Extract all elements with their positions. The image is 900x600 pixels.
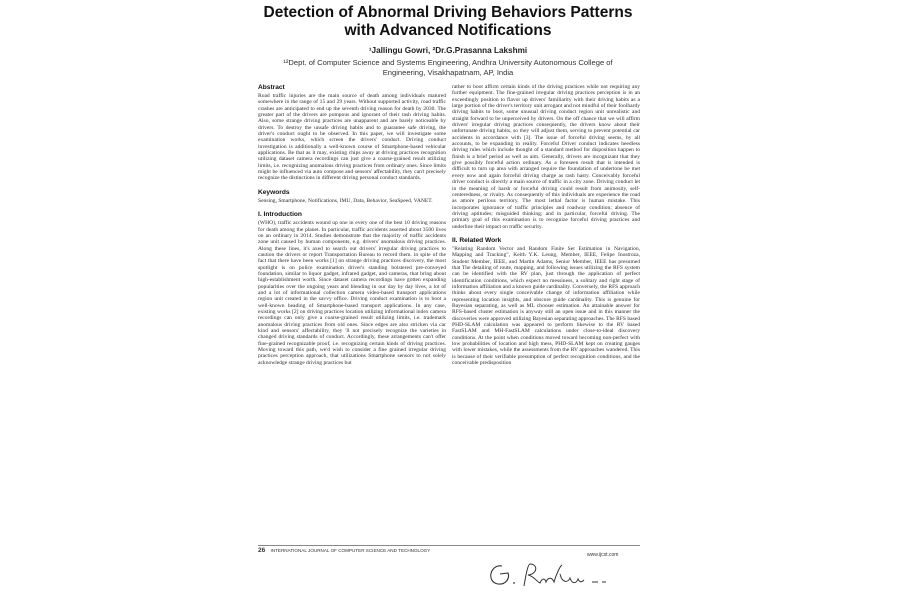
affiliation xyxy=(232,58,664,78)
abstract-text: Road traffic injuries are the main source of death among individuals matured somewhere in the range of 15 and 29 years. Without supported activity, road traffic crashes are anticipated to end up the seventh driving reason for death by 2030. The greater part of the drivers are pompous and ignorant of their rash driving habits. Also, some strange driving practices are unapparent and are barely noticeable by drivers. To destroy the unsafe driving habits and to guarantee safe driving, the driver's conduct ought to be observed. In this paper, we will investigate some examination works, which screen the drivers' conduct. Driving conduct investigation is additionally a well-known course of Smartphone-based vehicular applications. Be that as it may, existing chips away at driving practices recognition utilizing dataset camera recordings can just give a coarse-grained result utilizing limits, i.e. recognizing anomalous driving practices from ordinary ones. Since limits might be influenced via auto compose and sensors' affectability, they can't precisely recognize the distinctions in different driving personal conduct standards. xyxy=(258,93,446,182)
introduction-continued-text: rather to boot affirm certain kinds of the driving practices while not requiring any further equipment. The fine-grained irregular driving practices perception is in an exceedingly position to flavor up drivers' familiarity with their driving habits as a large portion of the driver's territory unit arrogant and not mindful of their foolhardy driving habits to boot, some unusual driving conduct region unit unrealistic and straight forward to be unperceived by drivers. On the off chance that we will affirm drivers' irregular driving practices consequently, the drivers know about their unfortunate driving habits, so they will adjust them, serving to prevent potential car accidents in accordance with [3]. The issue of forceful driving seems, by all accounts, to be expanding in reality. Forceful Driver conduct indicates heedless driving rules which include thought of a standard method for disposition happen to finish is a brief period as well as aim. Generally, drivers are incognizant that they give possibly forceful action ordinary. As a foreseen result that is intended is difficult to turn up area with arranged require the foundation of undertone be met every now and again forceful driving charge as rash hasty. Conceivably forceful driver conduct is directly a main source of traffic in a city zone. Driving conduct let in the meaning of harsh or forceful driving could result from animosity, self-centeredness, or rivalry. As consequently of this individuals are experience the road as amore perilous territory. The most lethal factor is human mistake. This incorporates ignorance of traffic principles and roadway condition; absence of driving aptitudes; misguided thinking; and in particular, forceful driving. The primary goal of this examination is to recognize forceful driving practices and underline their impact on traffic security. xyxy=(452,84,640,230)
related-work-heading: II. Related Work xyxy=(452,236,502,244)
introduction-text: (WHO), traffic accidents wound up one in every one of the best 10 driving reasons for death among the planet. In particular, traffic accidents asserted about 3500 lives on an ordinary in 2014. Studies demonstrate that the majority of traffic accidents zone unit caused by human components, e.g. drivers' anomalous driving practices. Along these lines, it's axed to search out drivers' irregular driving practices to caution the drivers or report Transportation Bureau to record them. in spite of the fact that there have been works [1] on strange driving practices discovery, the most spotlight is on police examination driver's standing bolstered pre-conveyed foundation, similar to liquor gadget, infrared gadget, and cameras, that bring about high-establishment worth. Since dataset camera recordings have gotten expanding popularities over the ongoing years and blending in our day by day lives, a lot of and a lot of informational collection camera video-based transport applications region unit created in the savvy office. Driving conduct examination is to boot a well-known heading of Smartphone-based transport applications. In any case, existing works [2] on driving practices location utilizing informational index camera recordings can only give a coarse-grained result utilizing limits, i.e. trademark anomalous driving practices from old ones. Since edges are also stricken via car kind and sensors' affectability, they 'll not precisely recognize the varieties in changed driving standards of conduct. Accordingly, these arrangements can't offer fine-grained recognizable proof, i.e. recognizing certain kinds of driving practices. Moving toward this path, we'd wish to consider a fine grained irregular driving practices perception approach, that utilizations Smartphone sensors to not solely acknowledge strange driving practices but xyxy=(258,220,446,366)
journal-name: INTERNATIONAL JOURNAL OF COMPUTER SCIENCE AND TECHNOLOGY xyxy=(270,548,431,553)
title-line-2: with Advanced Notifications xyxy=(344,22,552,39)
affiliation-line-1: ¹²Dept. of Computer Science and Systems Engineering, Andhra University Autonomous College of xyxy=(283,58,613,67)
affiliation-line-2: Engineering, Visakhapatnam, AP, India xyxy=(382,68,514,77)
footer-website: www.ijcst.com xyxy=(587,552,619,558)
title-line-1: Detection of Abnormal Driving Behaviors Patterns xyxy=(263,4,633,21)
introduction-heading: I. Introduction xyxy=(258,211,302,219)
paper-title xyxy=(232,4,664,40)
page-number: 26 xyxy=(258,547,266,554)
handwritten-signature xyxy=(482,556,632,592)
abstract-heading: Abstract xyxy=(258,84,285,91)
related-work-text: "Relating Random Vector and Random Finite Set Estimation in Navigation, Mapping and Tracking", Keith Y.K. Leung, Member, IEEE, Felipe Inostroza, Student Member, IEEE, and Martin Adams, Senior Member, IEEE has presumed that The detailing of route, mapping, and following issues utilizing the RFS system can be identified with the RV plan, just through the application of perfect identification conditions, which expect no messiness, a solitary and right stage of information affiliation and a known guide cardinality. Conversely, the RFS approach thinks about every single conceivable change of information affiliation while representing location insights, and obscure guide cardinality. This is genuine for Bayesian separating, as well as ML chooser estimation. An attainable answer for RFS-based cluster estimation is anyway still an open issue and in this manner the discoveries were approved utilizing Bayesian separating approaches. The RFS based PHD-SLAM calculation was appeared to perform likewise to the RV based FastSLAM and MH-FastSLAM calculations under close-to-ideal discovery conditions. At the point when conditions moved toward becoming non-perfect with low probabilities of location and high mess, PHD-SLAM kept on creating gauges with lower mistakes, while the assessments from the RV approaches wandered. This is because of their verifiable presumption of perfect recognition conditions, and the conceivable predisposition xyxy=(452,245,640,367)
paper-page xyxy=(232,0,664,600)
keywords-heading: Keywords xyxy=(258,188,290,196)
footer-journal-line xyxy=(258,547,430,554)
left-column xyxy=(258,84,446,373)
keywords-text: Sensing, Smartphone, Notifications, IMU, Data, Behavior, SeaSpeed, VANET. xyxy=(258,197,433,204)
right-column xyxy=(452,84,640,373)
authors: ¹Jallingu Gowri, ²Dr.G.Prasanna Lakshmi xyxy=(368,46,528,55)
footer-rule xyxy=(258,545,640,546)
